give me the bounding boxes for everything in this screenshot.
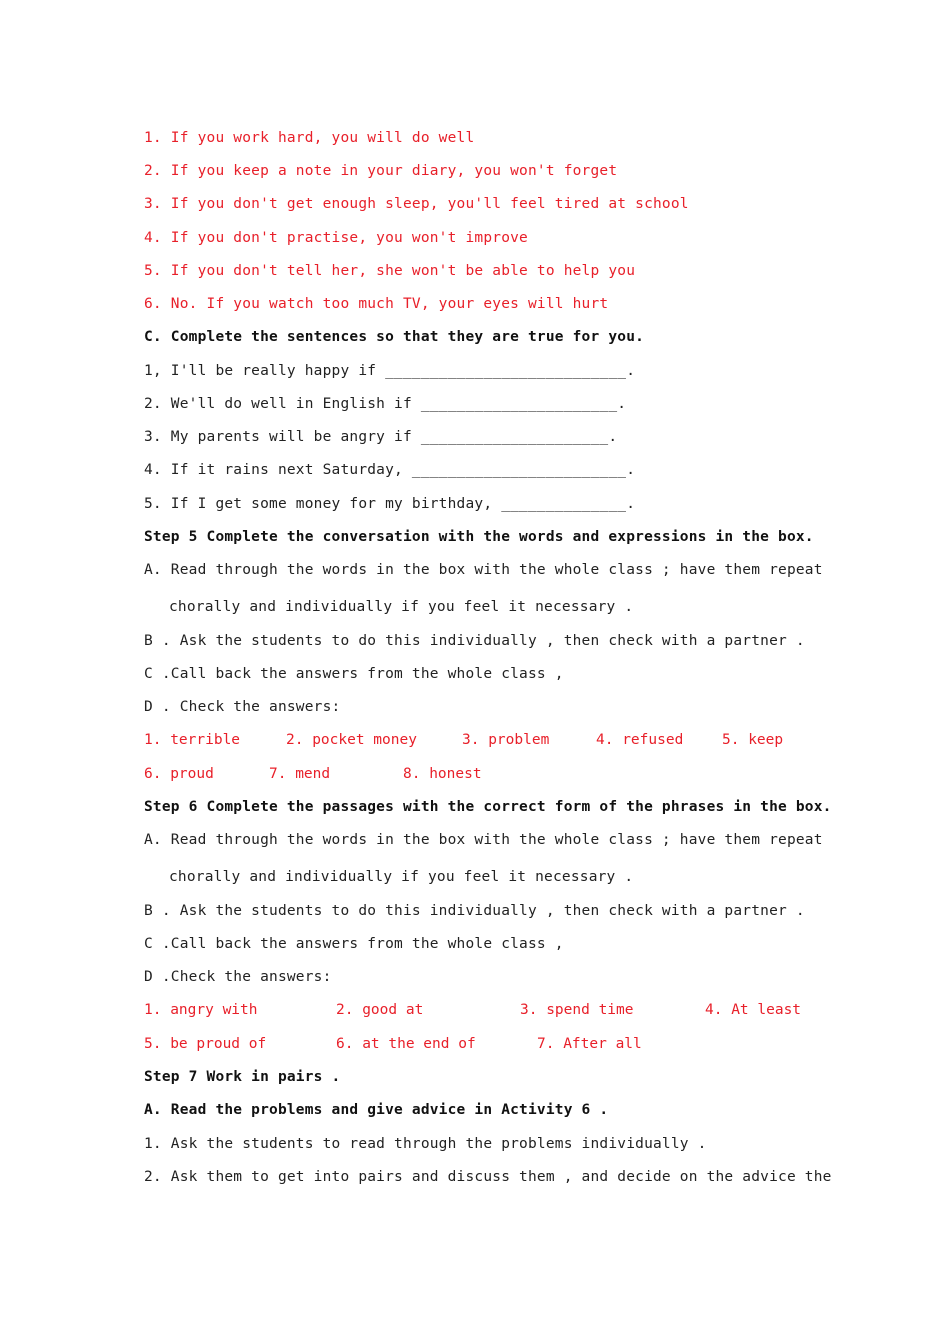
step5-d: D . Check the answers: (144, 699, 341, 715)
step5-answer-2: 2. pocket money (286, 732, 417, 748)
step5-c: C .Call back the answers from the whole class , (144, 666, 564, 682)
answer-b-3: 3. If you don't get enough sleep, you'll feel tired at school (144, 196, 689, 212)
step6-d: D .Check the answers: (144, 969, 332, 985)
answer-b-2: 2. If you keep a note in your diary, you won't forget (144, 163, 618, 179)
step5-answer-3: 3. problem (462, 732, 550, 748)
step6-answer-4: 4. At least (705, 1002, 802, 1018)
step5-b: B . Ask the students to do this individually , then check with a partner . (144, 633, 805, 649)
section-c-item-3: 3. My parents will be angry if _____________________. (144, 429, 618, 445)
step5-answer-4: 4. refused (596, 732, 684, 748)
step6-heading: Step 6 Complete the passages with the correct form of the phrases in the box. (144, 799, 832, 815)
step6-a-line2: chorally and individually if you feel it necessary . (169, 869, 634, 885)
step5-answer-7: 7. mend (269, 766, 331, 782)
step5-answer-6: 6. proud (144, 766, 214, 782)
step6-answer-1: 1. angry with (144, 1002, 258, 1018)
step5-answer-5: 5. keep (722, 732, 784, 748)
answer-b-5: 5. If you don't tell her, she won't be able to help you (144, 263, 636, 279)
answer-b-6: 6. No. If you watch too much TV, your eyes will hurt (144, 296, 609, 312)
step6-answer-2: 2. good at (336, 1002, 424, 1018)
step6-a-line1: A. Read through the words in the box with the whole class ; have them repeat (144, 832, 823, 848)
step5-answer-8: 8. honest (403, 766, 482, 782)
section-c-item-1: 1, I'll be really happy if ___________________________. (144, 363, 636, 379)
step7-heading: Step 7 Work in pairs . (144, 1069, 341, 1085)
step6-c: C .Call back the answers from the whole class , (144, 936, 564, 952)
step5-a-line2: chorally and individually if you feel it necessary . (169, 599, 634, 615)
section-c-item-5: 5. If I get some money for my birthday, ______________. (144, 496, 636, 512)
answer-b-4: 4. If you don't practise, you won't improve (144, 230, 528, 246)
answer-b-1: 1. If you work hard, you will do well (144, 130, 475, 146)
section-c-item-4: 4. If it rains next Saturday, ________________________. (144, 462, 636, 478)
section-c-heading: C. Complete the sentences so that they are true for you. (144, 329, 645, 345)
step7-subheading: A. Read the problems and give advice in Activity 6 . (144, 1102, 609, 1118)
step6-answer-7: 7. After all (537, 1036, 642, 1052)
step5-a-line1: A. Read through the words in the box with the whole class ; have them repeat (144, 562, 823, 578)
step7-item-1: 1. Ask the students to read through the problems individually . (144, 1136, 707, 1152)
section-c-item-2: 2. We'll do well in English if ______________________. (144, 396, 627, 412)
step6-b: B . Ask the students to do this individually , then check with a partner . (144, 903, 805, 919)
step6-answer-3: 3. spend time (520, 1002, 634, 1018)
step5-heading: Step 5 Complete the conversation with the words and expressions in the box. (144, 529, 814, 545)
step6-answer-6: 6. at the end of (336, 1036, 476, 1052)
step6-answer-5: 5. be proud of (144, 1036, 267, 1052)
step7-item-2: 2. Ask them to get into pairs and discuss them , and decide on the advice the (144, 1169, 832, 1185)
step5-answer-1: 1. terrible (144, 732, 241, 748)
